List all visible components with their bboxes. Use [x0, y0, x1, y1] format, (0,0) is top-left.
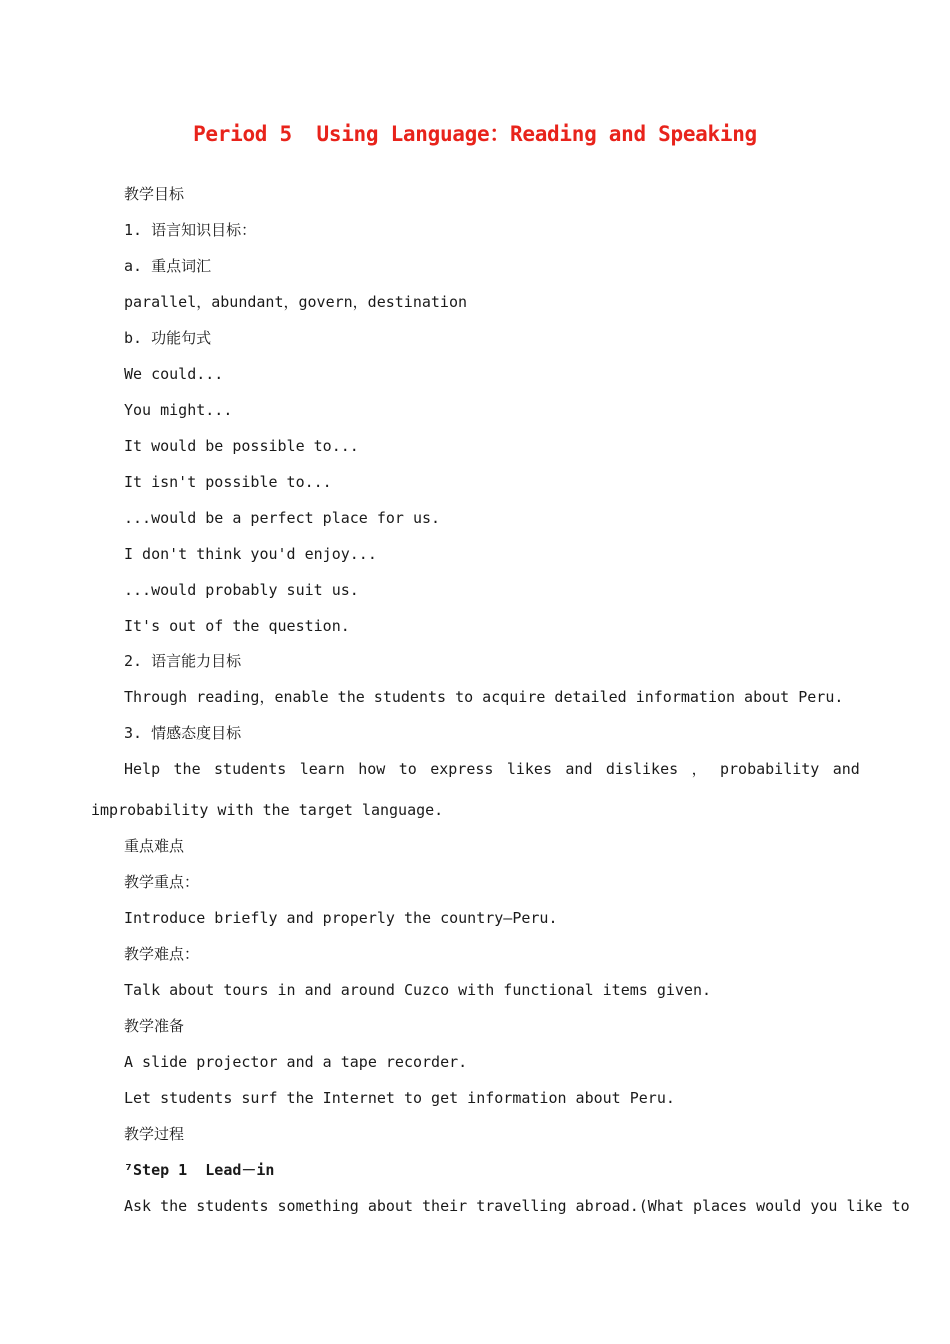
teaching-focus-text: Introduce briefly and properly the country—Peru. [124, 909, 558, 927]
word: learn [299, 760, 345, 778]
word: how [358, 760, 386, 778]
emotional-attitude-paragraph-continued: improbability with the target language. [91, 801, 444, 819]
word: students [214, 760, 287, 778]
subheading-teaching-focus: 教学重点： [124, 873, 200, 891]
word: express [430, 760, 494, 778]
word: the [173, 760, 201, 778]
word: ， [691, 760, 707, 778]
word: dislikes [605, 760, 679, 778]
subheading-key-vocabulary: a. 重点词汇 [124, 257, 212, 275]
sentence-pattern: ...would probably suit us. [124, 581, 359, 599]
heading-teaching-objectives: 教学目标 [124, 185, 185, 203]
step-text: Ask the students something about their travelling abroad.(What places would you like to [124, 1197, 910, 1215]
heading-key-difficult-points: 重点难点 [124, 837, 185, 855]
objective-language-knowledge: 1. 语言知识目标： [124, 221, 257, 239]
sentence-pattern: ...would be a perfect place for us. [124, 509, 441, 527]
heading-teaching-procedure: 教学过程 [124, 1125, 185, 1143]
step-heading: ⁷Step 1 Lead－in [124, 1161, 275, 1179]
vocabulary-list: parallel，abundant，govern，destination [124, 293, 468, 311]
language-ability-text: Through reading，enable the students to acquire detailed information about Peru. [124, 688, 844, 706]
sentence-pattern: It isn't possible to... [124, 473, 332, 491]
word: likes [506, 760, 552, 778]
sentence-pattern: It's out of the question. [124, 617, 350, 635]
word: and [832, 760, 860, 778]
word: probability [719, 760, 820, 778]
preparation-item: Let students surf the Internet to get information about Peru. [124, 1089, 675, 1107]
sentence-pattern: You might... [124, 401, 233, 419]
emotional-attitude-paragraph [124, 759, 860, 779]
sentence-pattern: We could... [124, 365, 224, 383]
word: to [398, 760, 417, 778]
heading-teaching-preparation: 教学准备 [124, 1017, 185, 1035]
objective-emotional-attitude: 3. 情感态度目标 [124, 724, 242, 742]
word: Help [124, 760, 161, 778]
objective-language-ability: 2. 语言能力目标 [124, 652, 242, 670]
sentence-pattern: I don't think you'd enjoy... [124, 545, 377, 563]
subheading-functional-sentences: b. 功能句式 [124, 329, 212, 347]
subheading-teaching-difficulty: 教学难点： [124, 945, 200, 963]
teaching-difficulty-text: Talk about tours in and around Cuzco with functional items given. [124, 981, 711, 999]
sentence-pattern: It would be possible to... [124, 437, 359, 455]
preparation-item: A slide projector and a tape recorder. [124, 1053, 468, 1071]
document-title: Period 5 Using Language：Reading and Speaking [193, 122, 757, 146]
word: and [565, 760, 593, 778]
